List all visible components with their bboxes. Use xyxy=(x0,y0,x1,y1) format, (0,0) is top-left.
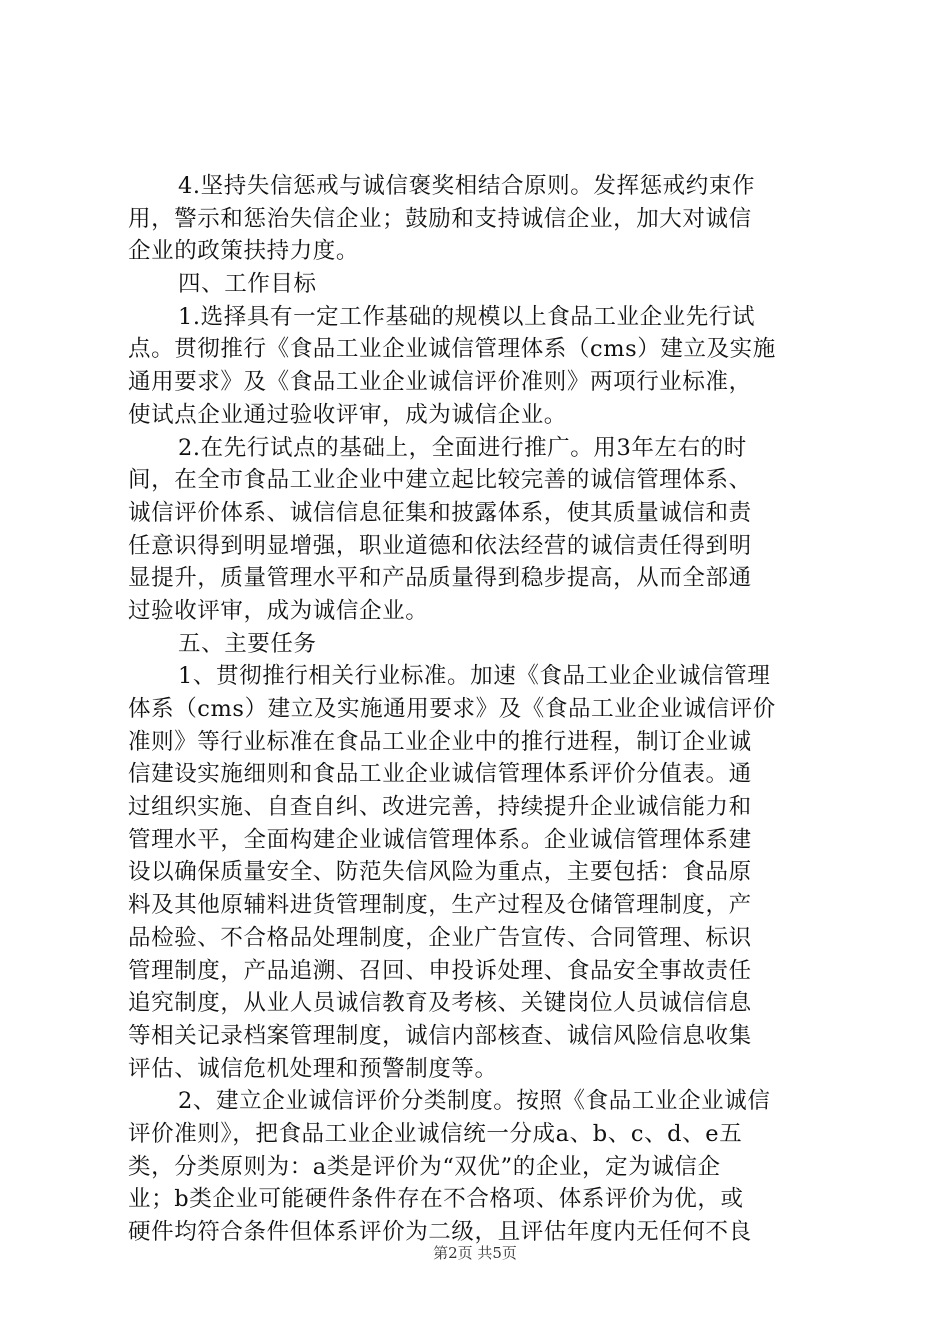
text-line: 过验收评审，成为诚信企业。 xyxy=(128,597,429,624)
text-line: 4.坚持失信惩戒与诚信褒奖相结合原则。发挥惩戒约束作 xyxy=(178,173,756,199)
text-line: 信建设实施细则和食品工业企业诚信管理体系评价分值表。通 xyxy=(128,761,752,788)
text-line: 业；b类企业可能硬件条件存在不合格项、体系评价为优，或 xyxy=(128,1186,744,1213)
text-line: 1、贯彻推行相关行业标准。加速《食品工业企业诚信管理 xyxy=(178,663,771,690)
text-line: 评估、诚信危机处理和预警制度等。 xyxy=(128,1055,498,1082)
text-line: 诚信评价体系、诚信信息征集和披露体系，使其质量诚信和责 xyxy=(128,499,752,526)
text-line: 体系（cms）建立及实施通用要求》及《食品工业企业诚信评价 xyxy=(128,696,776,722)
text-line: 品检验、不合格品处理制度，企业广告宣传、合同管理、标识 xyxy=(128,924,752,951)
text-line: 等相关记录档案管理制度，诚信内部核查、诚信风险信息收集 xyxy=(128,1022,752,1049)
page-footer: 第2页 共5页 xyxy=(433,1244,517,1262)
text-line: 管理制度，产品追溯、召回、申投诉处理、食品安全事故责任 xyxy=(128,957,752,984)
text-line: 显提升，质量管理水平和产品质量得到稳步提高，从而全部通 xyxy=(128,565,752,592)
text-line: 过组织实施、自查自纠、改进完善，持续提升企业诚信能力和 xyxy=(128,794,752,821)
text-line: 通用要求》及《食品工业企业诚信评价准则》两项行业标准， xyxy=(128,369,752,396)
text-line: 五、主要任务 xyxy=(178,630,317,657)
text-line: 评价准则》，把食品工业企业诚信统一分成a、b、c、d、e五 xyxy=(128,1120,743,1147)
text-line: 2、建立企业诚信评价分类制度。按照《食品工业企业诚信 xyxy=(178,1088,771,1115)
text-line: 2.在先行试点的基础上，全面进行推广。用3年左右的时 xyxy=(178,434,747,461)
text-line: 点。贯彻推行《食品工业企业诚信管理体系（cms）建立及实施 xyxy=(128,336,776,363)
text-line: 追究制度，从业人员诚信教育及考核、关键岗位人员诚信信息 xyxy=(128,990,752,1017)
text-line: 四、工作目标 xyxy=(178,271,317,298)
text-line: 用，警示和惩治失信企业；鼓励和支持诚信企业，加大对诚信 xyxy=(128,205,752,232)
text-line: 硬件均符合条件但体系评价为二级，且评估年度内无任何不良 xyxy=(128,1219,752,1245)
text-line: 准则》等行业标准在食品工业企业中的推行进程，制订企业诚 xyxy=(128,728,752,755)
text-line: 使试点企业通过验收评审，成为诚信企业。 xyxy=(128,401,567,428)
text-line: 管理水平，全面构建企业诚信管理体系。企业诚信管理体系建 xyxy=(128,826,752,853)
text-line: 设以确保质量安全、防范失信风险为重点，主要包括：食品原 xyxy=(128,859,752,886)
text-line: 间，在全市食品工业企业中建立起比较完善的诚信管理体系、 xyxy=(128,467,752,494)
text-line: 1.选择具有一定工作基础的规模以上食品工业企业先行试 xyxy=(178,303,756,330)
text-line: 任意识得到明显增强，职业道德和依法经营的诚信责任得到明 xyxy=(128,532,752,559)
text-line: 类，分类原则为：a类是评价为“双优”的企业，定为诚信企 xyxy=(128,1153,721,1180)
text-line: 料及其他原辅料进货管理制度，生产过程及仓储管理制度，产 xyxy=(128,892,752,919)
text-line: 企业的政策扶持力度。 xyxy=(128,238,360,265)
body-text xyxy=(128,170,828,1249)
